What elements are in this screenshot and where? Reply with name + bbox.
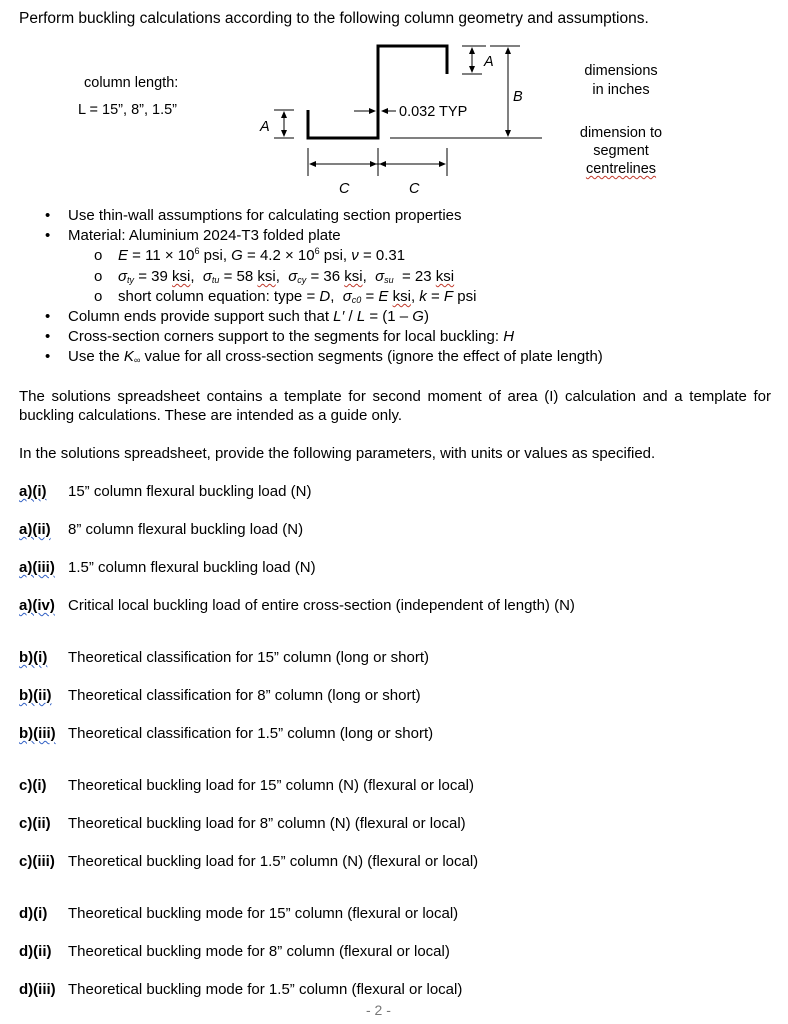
dim-b-label: B	[513, 89, 523, 105]
centreline-note-line1: dimension to	[579, 125, 663, 141]
centreline-note-line3: centrelines	[585, 161, 657, 177]
dim-a-left-label: A	[260, 119, 270, 135]
question-b-i: b)(i) Theoretical classification for 15” column (long or short)	[19, 649, 429, 666]
intro-paragraph: The solutions spreadsheet contains a template for second moment of area (I) calculation and a template for buckling calculations. These are intended as a guide only.	[19, 388, 771, 424]
bullet-column-ends: • Column ends provide support such that L′ / L = (1 – G)	[45, 308, 429, 325]
instructions-paragraph: In the solutions spreadsheet, provide the following parameters, with units or values as specified.	[19, 445, 656, 462]
question-d-iii: d)(iii) Theoretical buckling mode for 1.5” column (flexural or local)	[19, 981, 463, 998]
material-props-line3: o short column equation: type = D, $\sigma_{c0} = E$ ksi, k = F psi	[94, 288, 477, 305]
centreline-note-line2: segment	[593, 143, 649, 159]
bullet-thin-wall: • Use thin-wall assumptions for calculating section properties	[45, 207, 462, 224]
dim-b-arrow-down	[505, 130, 511, 137]
bullet-corner-support: • Cross-section corners support to the segments for local buckling: H	[45, 328, 515, 345]
dim-c-arrow-4	[439, 161, 446, 167]
z-section-profile	[308, 46, 447, 138]
material-props-line1: o $E = 11 \times 10^6$ psi, $G = 4.2 \times 10^6$ psi, ν = 0.31	[94, 246, 406, 264]
question-c-i: c)(i) Theoretical buckling load for 15” column (N) (flexural or local)	[19, 777, 474, 794]
dim-c-arrow-1	[309, 161, 316, 167]
question-a-ii: a)(ii) 8” column flexural buckling load (N)	[19, 521, 304, 538]
page-title: Perform buckling calculations according to the following column geometry and assumptions.	[19, 10, 649, 27]
dim-c-right-label: C	[409, 181, 420, 197]
column-length-values: L = 15”, 8”, 1.5”	[78, 102, 178, 118]
question-c-ii: c)(ii) Theoretical buckling load for 8” column (N) (flexural or local)	[19, 815, 466, 832]
dim-a-left-arrow-up	[281, 111, 287, 118]
dim-a-right-arrow-up	[469, 47, 475, 54]
dim-b-arrow-up	[505, 47, 511, 54]
question-b-iii: b)(iii) Theoretical classification for 1.5” column (long or short)	[19, 725, 434, 742]
dim-a-right-label: A	[484, 54, 494, 70]
dim-c-arrow-2	[370, 161, 377, 167]
question-b-ii: b)(ii) Theoretical classification for 8” column (long or short)	[19, 687, 421, 704]
dim-c-left-label: C	[339, 181, 350, 197]
bullet-material: • Material: Aluminium 2024-T3 folded plate	[45, 227, 341, 244]
page-number: - 2 -	[366, 1002, 391, 1018]
bullet-k-infinity: • Use the $K_\infty$ value for all cross-section segments (ignore the effect of plate length)	[45, 348, 603, 365]
question-a-i: a)(i) 15” column flexural buckling load (N)	[19, 483, 312, 500]
dim-a-left-arrow-down	[281, 130, 287, 137]
thickness-label: 0.032 TYP	[399, 104, 468, 120]
dim-a-right-arrow-down	[469, 66, 475, 73]
question-d-i: d)(i) Theoretical buckling mode for 15” column (flexural or local)	[19, 905, 459, 922]
units-note-line2: in inches	[592, 82, 650, 98]
material-props-line2: o $\sigma_{ty} = 39$ ksi, $\sigma_{tu} = 58$ ksi, $\sigma_{cy} = 36$ ksi, $\sigma_{su} = 23$ ksi	[94, 268, 455, 285]
question-d-ii: d)(ii) Theoretical buckling mode for 8” column (flexural or local)	[19, 943, 450, 960]
thickness-arrow-left	[369, 108, 376, 114]
units-note-line1: dimensions	[584, 63, 658, 79]
question-a-iv: a)(iv) Critical local buckling load of entire cross-section (independent of length) (N)	[19, 597, 575, 614]
question-a-iii: a)(iii) 1.5” column flexural buckling load (N)	[19, 559, 316, 576]
question-c-iii: c)(iii) Theoretical buckling load for 1.5” column (N) (flexural or local)	[19, 853, 479, 870]
dim-c-arrow-3	[379, 161, 386, 167]
column-length-label: column length:	[84, 75, 179, 91]
thickness-arrow-right	[381, 108, 388, 114]
